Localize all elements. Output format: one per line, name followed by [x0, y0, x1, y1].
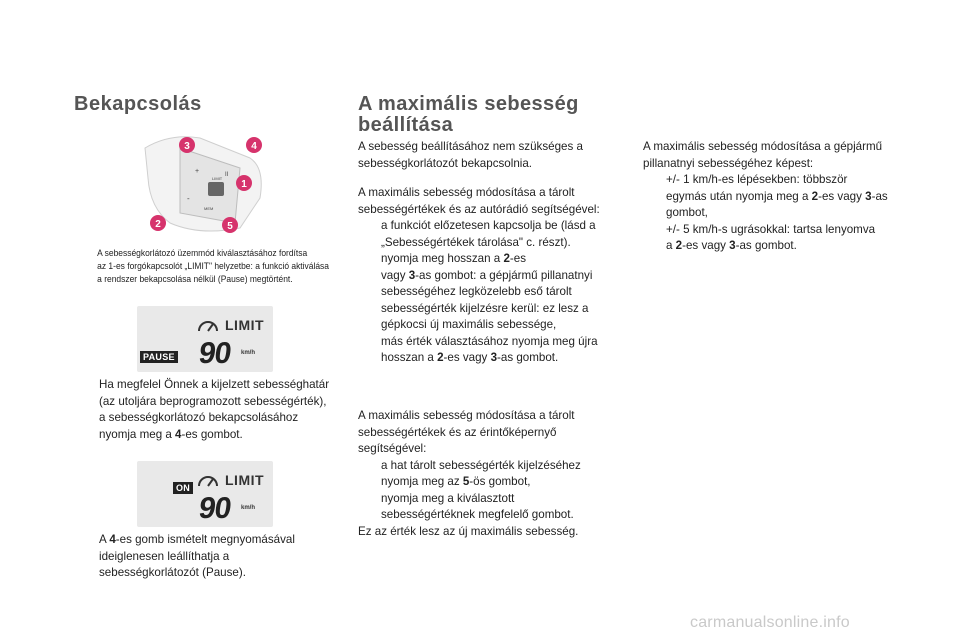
speed-value: 90	[196, 337, 233, 370]
right-column-text	[643, 139, 913, 255]
list-item-confirm-limit: Ha megfelel Önnek a kijelzett sebességhatár (az utoljára beprogramozott sebességérték), a sebességkorlátozó bekapcsolásához nyomja meg a 4-es gombot.	[99, 378, 330, 441]
note-line-3: a rendszer bekapcsolása nélkül (Pause) megtörtént.	[97, 274, 293, 284]
svg-text:5: 5	[227, 221, 233, 232]
limit-text: LIMIT	[225, 317, 265, 333]
list-item: más érték választásához nyomja meg újra hosszan a 2-es vagy 3-as gombot.	[381, 334, 598, 364]
svg-text:3: 3	[184, 141, 190, 152]
svg-text:2: 2	[155, 219, 161, 230]
paragraph-touchscreen: A maximális sebesség módosítása a tárolt sebességértékek és az érintőképernyő segítségével:	[358, 409, 575, 455]
callout-3	[179, 137, 195, 153]
limit-text: LIMIT	[225, 472, 265, 488]
list-item: nyomja meg hosszan a 2-es vagy 3-as gombot: a gépjármű pillanatnyi sebességéhez legközelebb eső tárolt sebességérték kijelzésre kerül: ez lesz a gépkocsi új maximális sebessége,	[381, 252, 593, 331]
limit-label: LIMIT	[212, 176, 223, 181]
pause-badge: PAUSE	[140, 351, 178, 363]
middle-column-touchscreen	[358, 408, 628, 540]
middle-column-text	[358, 139, 628, 367]
steering-wheel-controls-illustration	[140, 128, 270, 238]
speedometer-icon	[197, 316, 219, 334]
callout-5	[222, 217, 238, 233]
mem-label: MEM	[204, 206, 214, 211]
speed-unit: km/h	[241, 350, 256, 356]
callout-2	[150, 215, 166, 231]
svg-text:4: 4	[251, 141, 257, 152]
note-line-2: az 1-es forgókapcsolót „LIMIT" helyzetbe: a funkció aktiválása	[97, 261, 329, 271]
list-item: +/- 1 km/h-es lépésekben: többször egymás után nyomja meg a 2-es vagy 3-as gombot,	[666, 173, 888, 219]
callout-4	[246, 137, 262, 153]
paragraph-radio: A maximális sebesség módosítása a tárolt sebességértékek és az autórádió segítségével:	[358, 186, 600, 216]
section-heading-activation: Bekapcsolás	[74, 93, 202, 115]
list-item: +/- 5 km/h-s ugrásokkal: tartsa lenyomva a 2-es vagy 3-as gombot.	[666, 222, 876, 252]
callout-1	[236, 175, 252, 191]
display-on	[137, 461, 273, 527]
speed-unit: km/h	[241, 505, 256, 511]
note-line-1: A sebességkorlátozó üzemmód kiválasztásához fordítsa	[97, 248, 308, 258]
section-heading-max-speed: A maximális sebesség beállítása	[358, 93, 579, 136]
list-item: nyomja meg a kiválasztott sebességértéknek megfelelő gombot.	[381, 491, 574, 521]
activation-note	[76, 247, 343, 286]
display-pause	[137, 306, 273, 372]
speed-value: 90	[196, 492, 233, 525]
watermark: carmanualsonline.info	[690, 614, 850, 631]
list-item: a funkciót előzetesen kapcsolja be (lásd a „Sebességértékek tárolása" c. részt).	[381, 219, 596, 249]
paragraph-result: Ez az érték lesz az új maximális sebesség.	[358, 524, 579, 538]
plus-label: +	[195, 168, 200, 175]
on-badge: ON	[173, 482, 193, 494]
list-item-pause: A 4-es gomb ismételt megnyomásával ideiglenesen leállíthatja a sebességkorlátozót (Pause).	[99, 533, 295, 579]
list-item: a hat tárolt sebességérték kijelzéséhez nyomja meg az 5-ös gombot,	[381, 458, 581, 488]
pause-label: II	[225, 172, 229, 178]
paragraph-intro: A sebesség beállításához nem szükséges a sebességkorlátozót bekapcsolnia.	[358, 140, 583, 170]
minus-label: -	[187, 194, 190, 203]
svg-text:1: 1	[241, 179, 247, 190]
paragraph-current-speed: A maximális sebesség módosítása a gépjármű pillanatnyi sebességéhez képest:	[643, 140, 883, 170]
speedometer-icon	[197, 471, 219, 489]
